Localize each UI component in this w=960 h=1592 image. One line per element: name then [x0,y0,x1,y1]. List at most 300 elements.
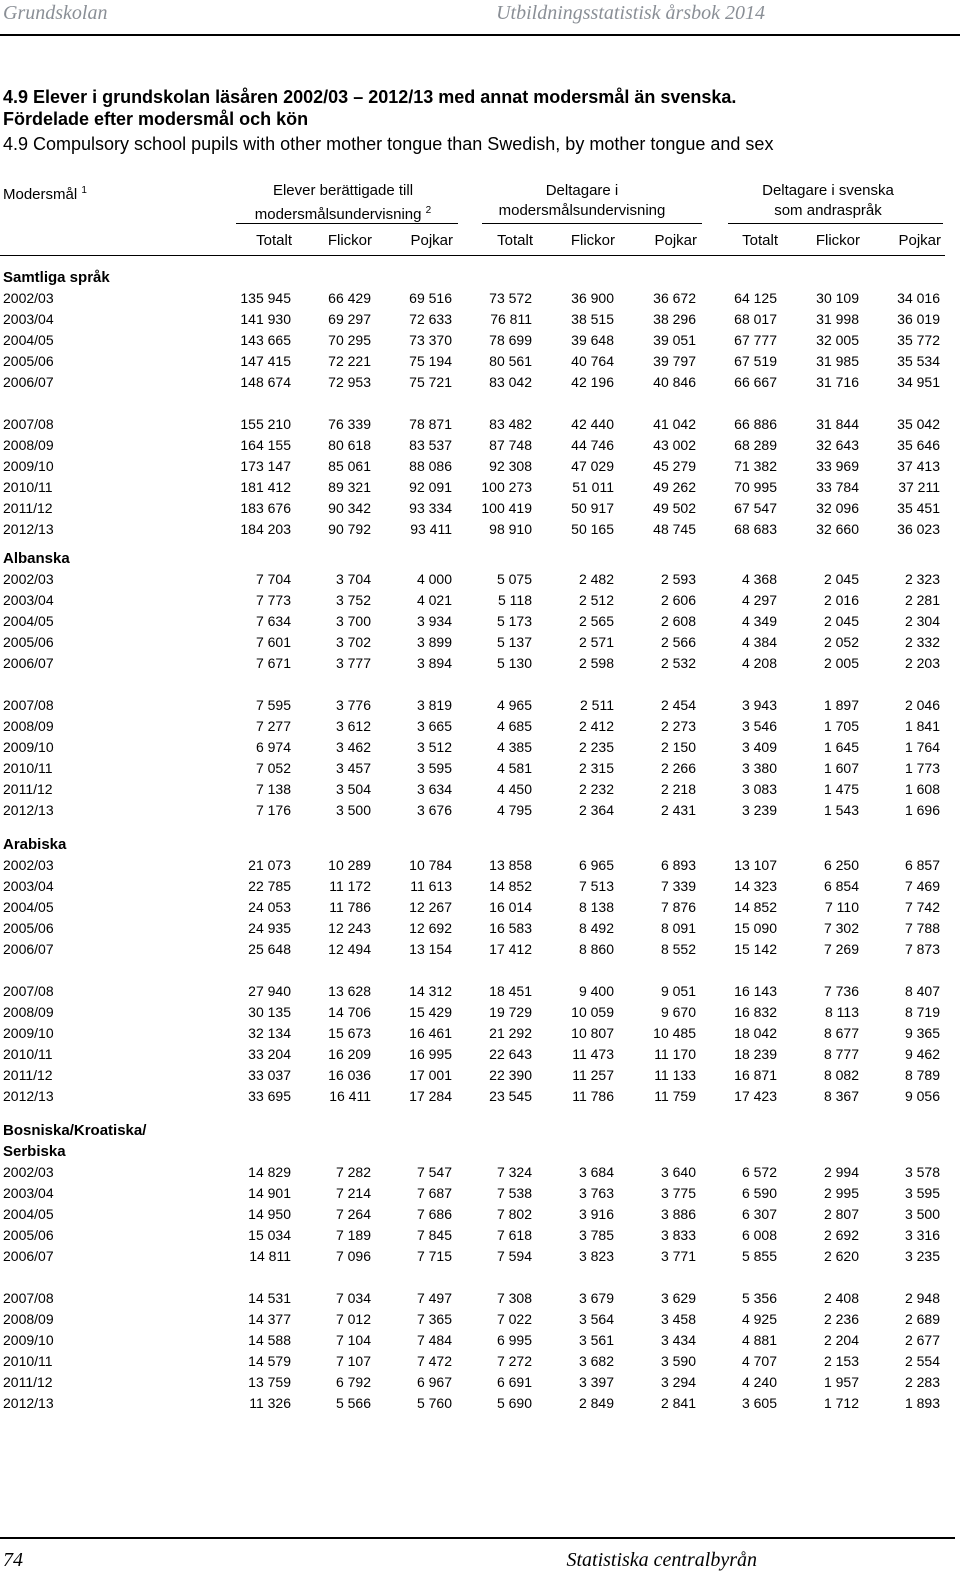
table-row [0,716,945,737]
table-header-rule [0,255,945,256]
table-cell: 17 423 [734,1088,777,1104]
table-cell: 8 860 [578,941,614,957]
table-cell: 3 763 [578,1185,614,1201]
table-cell: 7 634 [255,613,291,629]
table-cell: 13 154 [409,941,452,957]
table-cell: 2 045 [823,613,859,629]
table-cell: 3 458 [660,1311,696,1327]
table-cell: 66 429 [328,290,371,306]
group1-line2: modersmålsundervisning [254,206,422,223]
table-cell: 92 308 [489,458,532,474]
table-cell: 14 531 [248,1290,291,1306]
table-cell: 32 643 [816,437,859,453]
table-cell: 14 588 [248,1332,291,1348]
table-cell: 1 696 [904,802,940,818]
table-cell: 164 155 [240,437,291,453]
table-cell: 2 052 [823,634,859,650]
table-cell: 4 297 [741,592,777,608]
table-cell: 15 673 [328,1025,371,1041]
table-cell: 14 579 [248,1353,291,1369]
table-cell: 5 130 [496,655,532,671]
table-cell: 6 250 [823,857,859,873]
table-cell: 2 304 [904,613,940,629]
table-cell: 31 844 [816,416,859,432]
table-cell: 75 721 [409,374,452,390]
table-cell: 6 572 [741,1164,777,1180]
table-cell: 155 210 [240,416,291,432]
row-year: 2007/08 [3,983,54,999]
table-row [0,737,945,758]
table-cell: 7 022 [496,1311,532,1327]
table-cell: 5 760 [416,1395,452,1411]
table-cell: 73 572 [489,290,532,306]
table-cell: 9 056 [904,1088,940,1104]
table-cell: 3 504 [335,781,371,797]
table-cell: 14 829 [248,1164,291,1180]
table-row [0,855,945,876]
table-cell: 3 595 [904,1185,940,1201]
table-row [0,1288,945,1309]
table-cell: 3 682 [578,1353,614,1369]
table-cell: 7 671 [255,655,291,671]
group1-line1: Elever berättigade till [272,182,414,199]
table-cell: 15 142 [734,941,777,957]
table-cell: 3 894 [416,655,452,671]
table-cell: 5 690 [496,1395,532,1411]
row-year: 2008/09 [3,1311,54,1327]
table-cell: 3 590 [660,1353,696,1369]
table-cell: 64 125 [734,290,777,306]
table-cell: 88 086 [409,458,452,474]
sub-header-pojkar-2: Pojkar [654,232,697,249]
table-cell: 72 633 [409,311,452,327]
table-cell: 6 893 [660,857,696,873]
row-year: 2008/09 [3,437,54,453]
table-cell: 6 857 [904,857,940,873]
table-cell: 33 969 [816,458,859,474]
table-row [0,1086,945,1107]
table-cell: 49 502 [653,500,696,516]
table-cell: 9 365 [904,1025,940,1041]
table-cell: 3 679 [578,1290,614,1306]
row-year: 2010/11 [3,760,53,776]
table-cell: 2 203 [904,655,940,671]
table-cell: 7 096 [335,1248,371,1264]
table-row [0,939,945,960]
table-cell: 18 042 [734,1025,777,1041]
table-cell: 1 475 [823,781,859,797]
table-row [0,1162,945,1183]
table-cell: 3 700 [335,613,371,629]
table-cell: 37 413 [897,458,940,474]
table-cell: 14 312 [409,983,452,999]
table-cell: 3 561 [578,1332,614,1348]
row-year: 2007/08 [3,697,54,713]
table-cell: 3 512 [416,739,452,755]
table-cell: 27 940 [248,983,291,999]
table-cell: 2 807 [823,1206,859,1222]
table-cell: 78 871 [409,416,452,432]
table-cell: 83 482 [489,416,532,432]
table-cell: 4 384 [741,634,777,650]
table-cell: 35 451 [897,500,940,516]
table-cell: 8 367 [823,1088,859,1104]
column-group-eligible [218,181,468,225]
table-cell: 3 684 [578,1164,614,1180]
table-cell: 183 676 [240,500,291,516]
table-cell: 2 150 [660,739,696,755]
row-year: 2011/12 [3,1067,53,1083]
group3-rule [728,223,943,224]
table-cell: 2 554 [904,1353,940,1369]
table-cell: 32 005 [816,332,859,348]
table-cell: 2 593 [660,571,696,587]
table-cell: 36 900 [571,290,614,306]
row-year: 2004/05 [3,1206,54,1222]
table-row [0,351,945,372]
table-cell: 4 450 [496,781,532,797]
table-cell: 75 194 [409,353,452,369]
table-cell: 35 042 [897,416,940,432]
row-year: 2004/05 [3,613,54,629]
row-year: 2006/07 [3,941,54,957]
table-cell: 10 784 [409,857,452,873]
table-cell: 7 012 [335,1311,371,1327]
table-cell: 2 677 [904,1332,940,1348]
table-row [0,779,945,800]
running-header [0,0,960,40]
table-cell: 7 104 [335,1332,371,1348]
table-cell: 3 886 [660,1206,696,1222]
table-row [0,695,945,716]
table-cell: 6 854 [823,878,859,894]
title-english: 4.9 Compulsory school pupils with other mother tongue than Swedish, by mother tongue and sex [3,134,774,154]
table-cell: 7 302 [823,920,859,936]
table-cell: 3 380 [741,760,777,776]
table-cell: 2 315 [578,760,614,776]
table-cell: 1 607 [823,760,859,776]
table-cell: 7 601 [255,634,291,650]
table-cell: 5 075 [496,571,532,587]
row-year: 2005/06 [3,634,54,650]
table-cell: 3 640 [660,1164,696,1180]
table-cell: 12 494 [328,941,371,957]
table-cell: 3 500 [335,802,371,818]
table-cell: 2 016 [823,592,859,608]
table-cell: 7 873 [904,941,940,957]
table-cell: 7 269 [823,941,859,957]
table-cell: 2 323 [904,571,940,587]
table-cell: 11 786 [572,1088,614,1104]
table-cell: 15 090 [734,920,777,936]
table-cell: 148 674 [240,374,291,390]
table-cell: 173 147 [240,458,291,474]
table-cell: 3 899 [416,634,452,650]
table-cell: 2 046 [904,697,940,713]
row-year: 2006/07 [3,374,54,390]
table-cell: 7 272 [496,1353,532,1369]
table-cell: 7 339 [660,878,696,894]
table-cell: 10 059 [571,1004,614,1020]
table-cell: 5 118 [498,592,532,608]
table-cell: 100 419 [481,500,532,516]
table-cell: 18 239 [734,1046,777,1062]
table-cell: 7 484 [416,1332,452,1348]
table-cell: 14 811 [249,1248,291,1264]
table-cell: 2 266 [660,760,696,776]
table-cell: 32 096 [816,500,859,516]
group2-line1: Deltagare i [545,182,619,199]
table-cell: 2 153 [823,1353,859,1369]
table-cell: 9 670 [660,1004,696,1020]
row-year: 2002/03 [3,1164,54,1180]
table-cell: 2 692 [823,1227,859,1243]
table-cell: 30 109 [816,290,859,306]
table-cell: 3 578 [904,1164,940,1180]
table-cell: 2 849 [578,1395,614,1411]
table-cell: 11 133 [654,1067,696,1083]
table-cell: 8 552 [660,941,696,957]
table-cell: 2 511 [580,697,614,713]
table-cell: 7 788 [904,920,940,936]
table-cell: 35 646 [897,437,940,453]
table-cell: 32 660 [816,521,859,537]
table-cell: 6 307 [741,1206,777,1222]
row-year: 2003/04 [3,1185,54,1201]
table-cell: 7 687 [416,1185,452,1201]
table-cell: 2 045 [823,571,859,587]
table-cell: 2 218 [660,781,696,797]
table-cell: 2 608 [660,613,696,629]
table-cell: 3 239 [741,802,777,818]
table-cell: 36 023 [897,521,940,537]
table-cell: 135 945 [240,290,291,306]
table-cell: 7 736 [823,983,859,999]
table-row [0,1330,945,1351]
table-cell: 76 339 [328,416,371,432]
table-cell: 16 411 [329,1088,371,1104]
row-year: 2009/10 [3,739,54,755]
row-year: 2003/04 [3,311,54,327]
row-year: 2002/03 [3,290,54,306]
row-year: 2009/10 [3,458,54,474]
table-cell: 1 705 [823,718,859,734]
table-cell: 2 454 [660,697,696,713]
row-year: 2007/08 [3,416,54,432]
table-cell: 22 785 [248,878,291,894]
table-cell: 7 110 [825,899,859,915]
table-cell: 36 672 [653,290,696,306]
table-cell: 9 462 [904,1046,940,1062]
table-cell: 7 034 [335,1290,371,1306]
table-row [0,569,945,590]
sub-header-flickor-3: Flickor [815,232,860,249]
table-cell: 2 566 [660,634,696,650]
table-cell: 3 457 [335,760,371,776]
table-cell: 1 645 [823,739,859,755]
table-row [0,590,945,611]
row-year: 2008/09 [3,1004,54,1020]
table-cell: 7 176 [255,802,291,818]
table-cell: 98 910 [489,521,532,537]
table-cell: 13 759 [248,1374,291,1390]
table-cell: 50 917 [571,500,614,516]
table-cell: 17 412 [489,941,532,957]
table-cell: 8 138 [578,899,614,915]
table-cell: 10 485 [653,1025,696,1041]
table-cell: 4 385 [496,739,532,755]
section-title: Samtliga språk [3,269,110,286]
table-row [0,288,945,309]
row-year: 2006/07 [3,655,54,671]
table-cell: 16 143 [734,983,777,999]
footnote-marker-1: 1 [81,185,87,196]
table-cell: 3 605 [741,1395,777,1411]
table-cell: 73 370 [409,332,452,348]
table-row [0,981,945,1002]
table-cell: 68 017 [734,311,777,327]
table-cell: 8 719 [904,1004,940,1020]
table-cell: 80 618 [328,437,371,453]
table-cell: 80 561 [489,353,532,369]
table-row [0,876,945,897]
header-section-name: Grundskolan [3,2,108,24]
table-cell: 1 841 [904,718,940,734]
table-cell: 1 893 [904,1395,940,1411]
table-cell: 71 382 [734,458,777,474]
table-row [0,1204,945,1225]
table-cell: 7 742 [904,899,940,915]
table-cell: 78 699 [489,332,532,348]
table-cell: 5 356 [741,1290,777,1306]
table-cell: 8 777 [823,1046,859,1062]
table-cell: 2 606 [660,592,696,608]
table-cell: 11 170 [654,1046,696,1062]
sub-header-pojkar-1: Pojkar [410,232,453,249]
table-cell: 3 294 [660,1374,696,1390]
table-row [0,330,945,351]
table-cell: 3 397 [578,1374,614,1390]
table-cell: 83 042 [489,374,532,390]
table-cell: 7 472 [416,1353,452,1369]
table-cell: 44 746 [571,437,614,453]
table-cell: 17 001 [409,1067,452,1083]
table-cell: 14 852 [734,899,777,915]
table-cell: 5 137 [496,634,532,650]
table-row [0,1372,945,1393]
row-year: 2003/04 [3,592,54,608]
sub-header-pojkar-3: Pojkar [898,232,941,249]
table-cell: 3 500 [904,1206,940,1222]
table-cell: 3 752 [335,592,371,608]
row-year: 2002/03 [3,571,54,587]
table-cell: 66 886 [734,416,777,432]
row-year: 2012/13 [3,1395,54,1411]
table-cell: 70 995 [734,479,777,495]
table-cell: 7 538 [496,1185,532,1201]
table-cell: 7 138 [255,781,291,797]
table-cell: 16 209 [328,1046,371,1062]
table-cell: 31 985 [816,353,859,369]
table-cell: 4 208 [741,655,777,671]
table-cell: 34 951 [897,374,940,390]
table-cell: 7 704 [255,571,291,587]
table-cell: 7 264 [335,1206,371,1222]
table-cell: 7 189 [335,1227,371,1243]
row-year: 2007/08 [3,1290,54,1306]
table-cell: 7 282 [335,1164,371,1180]
table-cell: 3 595 [416,760,452,776]
table-cell: 92 091 [409,479,452,495]
table-cell: 184 203 [240,521,291,537]
column-group-swedish-second-language [718,181,938,221]
row-year: 2009/10 [3,1332,54,1348]
table-cell: 6 008 [741,1227,777,1243]
table-cell: 23 545 [489,1088,532,1104]
table-cell: 93 334 [409,500,452,516]
table-cell: 3 462 [335,739,371,755]
table-cell: 38 296 [653,311,696,327]
table-cell: 3 316 [904,1227,940,1243]
title-swedish-line2: Fördelade efter modersmål och kön [3,109,309,129]
table-cell: 12 243 [328,920,371,936]
table-cell: 7 052 [255,760,291,776]
table-cell: 9 400 [578,983,614,999]
table-cell: 50 165 [571,521,614,537]
row-year: 2011/12 [3,1374,53,1390]
table-row [0,435,945,456]
table-cell: 4 965 [496,697,532,713]
table-cell: 15 034 [248,1227,291,1243]
row-year: 2004/05 [3,899,54,915]
table-cell: 48 745 [653,521,696,537]
table-cell: 39 648 [571,332,614,348]
table-cell: 7 595 [255,697,291,713]
table-row [0,456,945,477]
table-cell: 22 643 [489,1046,532,1062]
table-title [3,84,953,157]
table-cell: 7 513 [578,878,614,894]
table-cell: 147 415 [240,353,291,369]
table-row [0,1309,945,1330]
table-cell: 3 564 [578,1311,614,1327]
table-cell: 42 196 [571,374,614,390]
table-cell: 2 204 [823,1332,859,1348]
table-cell: 13 107 [734,857,777,873]
table-cell: 2 689 [904,1311,940,1327]
table-cell: 11 786 [329,899,371,915]
table-cell: 3 934 [416,613,452,629]
table-cell: 2 948 [904,1290,940,1306]
table-cell: 7 547 [416,1164,452,1180]
table-cell: 4 707 [741,1353,777,1369]
table-cell: 6 792 [335,1374,371,1390]
table-cell: 93 411 [410,521,452,537]
table-row [0,653,945,674]
table-cell: 6 967 [416,1374,452,1390]
table-row [0,897,945,918]
table-cell: 13 858 [489,857,532,873]
row-year: 2010/11 [3,479,53,495]
table-cell: 2 005 [823,655,859,671]
table-cell: 5 173 [496,613,532,629]
table-cell: 22 390 [489,1067,532,1083]
table-cell: 5 855 [741,1248,777,1264]
table-cell: 2 482 [578,571,614,587]
table-cell: 3 943 [741,697,777,713]
table-cell: 66 667 [734,374,777,390]
footer-publisher: Statistiska centralbyrån [566,1549,757,1571]
